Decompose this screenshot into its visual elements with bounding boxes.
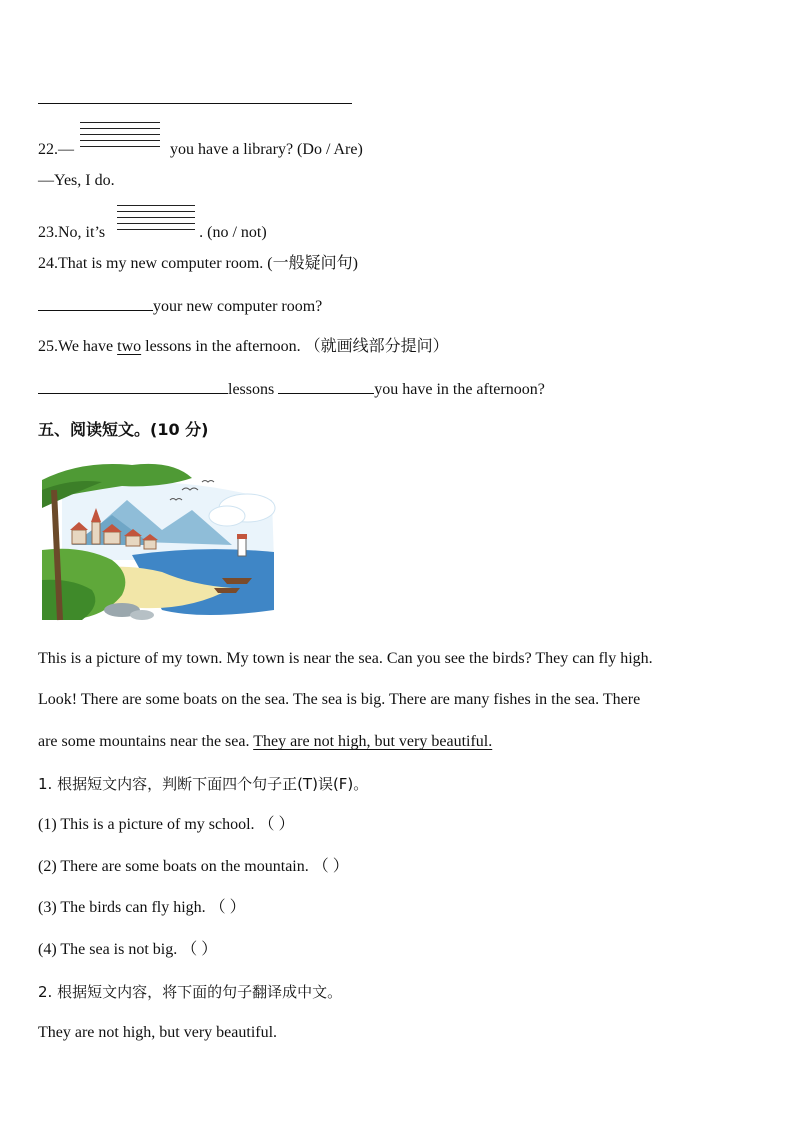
question-23-prefix: 23.No, it’s [38,224,106,241]
question-25-answer-blank-1[interactable] [38,378,228,394]
question-24-answer-blank[interactable] [38,295,153,311]
question-24-answer [38,295,322,317]
answer-line-21 [38,88,352,110]
task-1-item-4[interactable]: (4) The sea is not big. （ ） [38,941,218,958]
task-1-instruction: 1. 根据短文内容，判断下面四个句子正(T)误(F)。 [38,775,369,793]
town-by-sea-illustration [42,460,278,624]
passage-underlined-sentence: They are not high, but very beautiful. [253,733,493,750]
question-23 [38,217,267,243]
question-22-prefix: 22.— [38,141,74,158]
passage-line-3 [38,732,492,752]
question-25-answer-blank-2[interactable] [278,378,374,394]
question-24-prompt: 24.That is my new computer room. (一般疑问句) [38,255,358,272]
question-22 [38,134,363,160]
task-2-sentence: They are not high, but very beautiful. [38,1024,278,1041]
question-23-text: . (no / not) [199,224,267,241]
question-22-reply: —Yes, I do. [38,172,115,189]
question-25-prompt-start: 25.We have [38,338,118,355]
section-5-heading: 五、阅读短文。(10 分) [38,420,209,439]
question-24-answer-text: your new computer room? [153,298,323,315]
question-23-answer-blank[interactable] [117,217,195,237]
question-25-prompt-end: lessons in the afternoon. （就画线部分提问） [141,338,449,355]
passage-line-2: Look! There are some boats on the sea. The sea is big. There are many fishes in the sea. There [38,691,641,708]
task-1-item-3[interactable]: (3) The birds can fly high. （ ） [38,899,246,916]
task-1-item-1[interactable]: (1) This is a picture of my school. （ ） [38,816,295,833]
task-2-instruction: 2. 根据短文内容，将下面的句子翻译成中文。 [38,983,343,1001]
question-25-underlined-word: two [117,338,142,355]
passage-line-1: This is a picture of my town. My town is near the sea. Can you see the birds? They can fly high. [38,650,653,667]
question-25-answer-middle: lessons [228,381,275,398]
task-1-item-2[interactable]: (2) There are some boats on the mountain. （ ） [38,858,349,875]
question-25-answer-tail: you have in the afternoon? [374,381,545,398]
question-25-answer [38,378,545,400]
question-22-answer-blank[interactable] [80,134,160,154]
question-24 [38,254,358,274]
question-22-text: you have a library? (Do / Are) [170,141,363,158]
question-25 [38,337,449,357]
passage-line-3-text: are some mountains near the sea. [38,733,254,750]
